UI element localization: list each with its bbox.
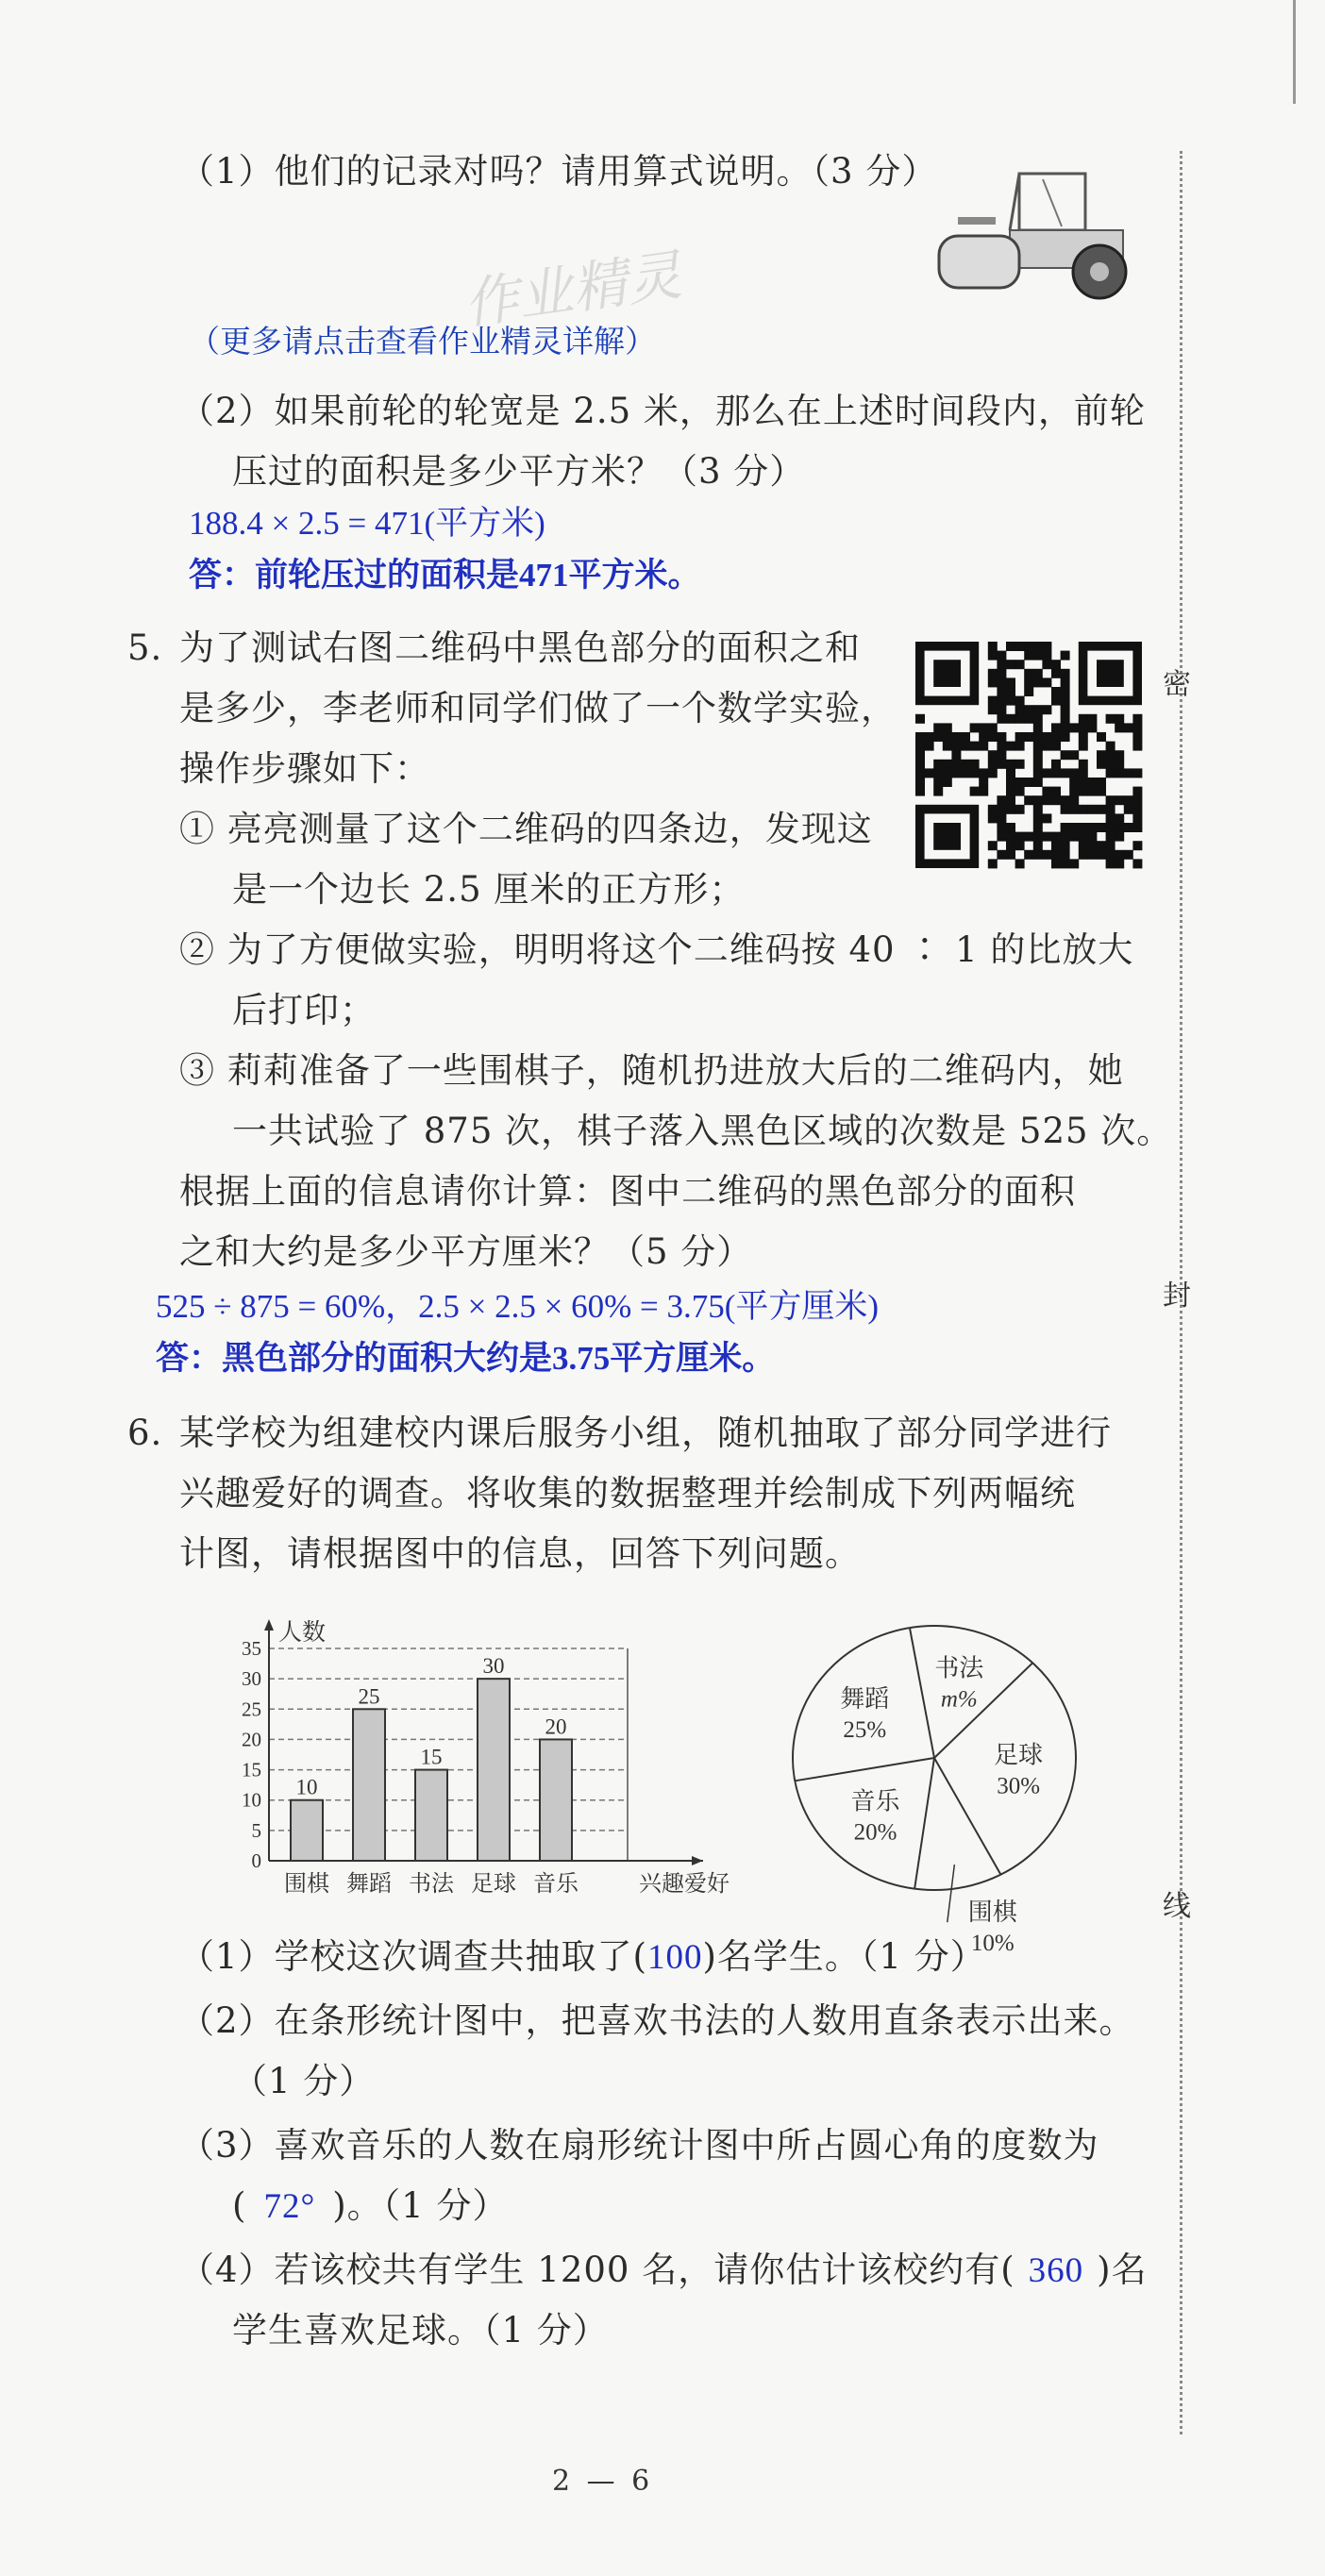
q5-number: 5. [127, 627, 163, 668]
bar-chart-ytick-label: 0 [251, 1849, 261, 1872]
q5-step2-line2: 后打印； [232, 990, 376, 1030]
bar-chart-ytick-label: 25 [242, 1698, 261, 1721]
q6-part3-line1: （3）喜欢音乐的人数在扇形统计图中所占圆心角的度数为 [179, 2125, 1099, 2166]
pie-label: 足球 [994, 1741, 1044, 1770]
q6-part2-line1: （2）在条形统计图中，把喜欢书法的人数用直条表示出来。 [179, 2000, 1135, 2041]
bar-data-label: 10 [295, 1775, 318, 1799]
pie-value-label: 10% [970, 1931, 1015, 1957]
bar-chart [217, 1614, 746, 1906]
bar-chart-ytick-label: 20 [242, 1728, 261, 1751]
q6-line3: 计图，请根据图中的信息，回答下列问题。 [179, 1533, 861, 1574]
q5-question-line1: 根据上面的信息请你计算：图中二维码的黑色部分的面积 [179, 1171, 1076, 1212]
pie-leader-line [948, 1865, 955, 1922]
q6-part3-line2 [232, 2176, 508, 2237]
pie-label: 舞蹈 [840, 1684, 890, 1714]
q4-part1: （1）他们的记录对吗？请用算式说明。（3 分） [179, 151, 938, 192]
pie-label: 围棋 [967, 1899, 1017, 1928]
pie-value-label: 25% [843, 1716, 887, 1743]
bar-chart-ylabel: 人数 [278, 1618, 327, 1646]
q5-answer-formula: 525 ÷ 875 = 60%，2.5 × 2.5 × 60% = 3.75(平方厘米) [156, 1288, 880, 1325]
more-details-link[interactable]: （更多请点击查看作业精灵详解） [189, 323, 656, 360]
q6-part4-post: )名 [1097, 2250, 1148, 2290]
bar-1 [353, 1709, 385, 1861]
q5-step1-line1: ① 亮亮测量了这个二维码的四条边，发现这 [179, 809, 873, 849]
bar-chart-x-arrow [692, 1856, 703, 1865]
pie-slice-0 [910, 1628, 934, 1758]
q6-part4-line1 [179, 2240, 1148, 2301]
bar-4 [540, 1739, 572, 1861]
q6-part3-pre: ( [232, 2185, 247, 2226]
pie-label: 书法 [934, 1654, 984, 1683]
q4-answer-formula: 188.4 × 2.5 = 471(平方米) [189, 505, 545, 542]
q4-part2-line1: （2）如果前轮的轮宽是 2.5 米，那么在上述时间段内，前轮 [179, 391, 1146, 431]
pie-slice-3 [914, 1758, 934, 1889]
side-label-mi: 密 [1163, 668, 1191, 701]
q4-answer-text: 答：前轮压过的面积是471平方米。 [189, 557, 701, 594]
bar-chart-xtick-label: 围棋 [284, 1870, 329, 1897]
q4-part2-line2: 压过的面积是多少平方米？（3 分） [232, 451, 806, 492]
pie-slice-2 [934, 1758, 1000, 1875]
bar-chart-xtick-label: 足球 [471, 1870, 516, 1897]
q6-number: 6. [127, 1413, 163, 1453]
page-number: 2 — 6 [552, 2465, 654, 2498]
q6-part1 [179, 1927, 986, 1988]
bar-chart-xtick-label: 书法 [409, 1870, 454, 1897]
side-label-feng: 封 [1163, 1280, 1191, 1313]
bar-data-label: 15 [420, 1745, 443, 1769]
pie-label: 音乐 [850, 1787, 900, 1816]
bar-chart-xtick-label: 舞蹈 [346, 1870, 392, 1897]
q5-question-line2: 之和大约是多少平方厘米？（5 分） [179, 1231, 753, 1272]
q5-step1-line2: 是一个边长 2.5 厘米的正方形； [232, 869, 746, 910]
bar-data-label: 30 [482, 1654, 505, 1679]
pie-value-label: 30% [997, 1773, 1041, 1799]
bar-chart-ytick-label: 10 [242, 1788, 261, 1812]
side-label-xian: 线 [1163, 1890, 1191, 1923]
pie-value-label: 20% [853, 1819, 897, 1846]
q6-line2: 兴趣爱好的调查。将收集的数据整理并绘制成下列两幅统 [179, 1473, 1076, 1514]
q6-part2-line2: （1 分） [232, 2061, 376, 2101]
q5-line1: 为了测试右图二维码中黑色部分的面积之和 [179, 627, 861, 668]
bar-chart-ytick-label: 30 [242, 1667, 261, 1691]
bar-0 [291, 1800, 323, 1861]
q5-line2: 是多少，李老师和同学们做了一个数学实验， [179, 688, 897, 728]
q6-part3-answer: 72° [263, 2187, 316, 2226]
q6-part1-answer: 100 [646, 1938, 703, 1977]
q6-part1-pre: （1）学校这次调查共抽取了( [179, 1936, 647, 1977]
q5-answer-text: 答：黑色部分的面积大约是3.75平方厘米。 [156, 1340, 776, 1377]
bar-chart-ytick-label: 15 [242, 1758, 261, 1781]
q6-part4-line2: 学生喜欢足球。（1 分） [232, 2310, 609, 2350]
pie-value-label: m% [940, 1686, 978, 1713]
bar-3 [478, 1679, 510, 1861]
bar-data-label: 20 [545, 1715, 567, 1739]
bar-chart-xlabel: 兴趣爱好 [639, 1870, 730, 1897]
q5-step3-line2: 一共试验了 875 次，棋子落入黑色区域的次数是 525 次。 [232, 1111, 1173, 1151]
page-edge [1293, 0, 1296, 104]
bar-2 [415, 1770, 447, 1861]
q5-line3: 操作步骤如下： [179, 748, 430, 789]
qr-code-image [915, 642, 1142, 868]
q6-part4-pre: （4）若该校共有学生 1200 名，请你估计该校约有( [179, 2250, 1015, 2290]
bar-chart-ytick-label: 35 [242, 1637, 261, 1660]
q6-line1: 某学校为组建校内课后服务小组，随机抽取了部分同学进行 [179, 1413, 1112, 1453]
watermark: 作业精灵 [460, 243, 686, 337]
bar-chart-xtick-label: 音乐 [533, 1870, 579, 1897]
pie-slice-4 [795, 1758, 934, 1781]
bar-chart-y-arrow [264, 1619, 274, 1631]
bar-chart-ytick-label: 5 [251, 1818, 261, 1842]
q6-part3-post: )。（1 分） [332, 2185, 509, 2226]
q6-part1-post: )名学生。（1 分） [702, 1936, 986, 1977]
road-roller-image [930, 160, 1147, 302]
q5-step3-line1: ③ 莉莉准备了一些围棋子，随机扔进放大后的二维码内，她 [179, 1050, 1124, 1091]
bar-data-label: 25 [358, 1684, 380, 1709]
q6-part4-answer: 360 [1028, 2251, 1084, 2290]
q5-step2-line1: ② 为了方便做实验，明明将这个二维码按 40 ∶ 1 的比放大 [179, 929, 1134, 970]
pie-chart [783, 1609, 1161, 1957]
